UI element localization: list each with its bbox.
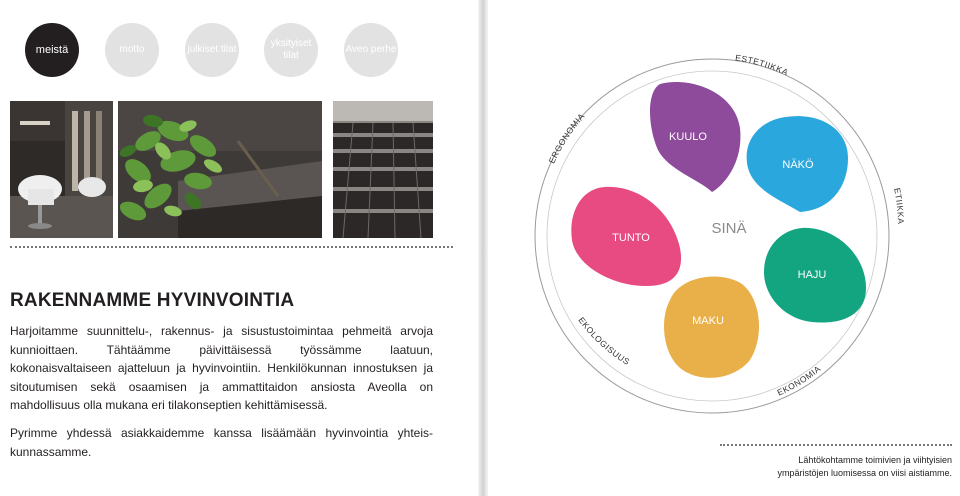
- sense-label-tunto: TUNTO: [612, 232, 650, 244]
- tab-label: yksityiset tilat: [270, 38, 312, 61]
- sense-label-haju: HAJU: [797, 269, 827, 281]
- left-page: [0, 0, 478, 496]
- ring-label-etiikka: ETIIKKA: [892, 186, 906, 225]
- page-title: RAKENNAMME HYVINVOINTIA: [10, 290, 295, 311]
- senses-diagram: [488, 0, 960, 496]
- salon-interior-photo: [10, 101, 113, 238]
- body-paragraph-1: Harjoitamme suunnittelu-, rakennus- ja sisustustoimintaa pehmeitä arvoja kunnioittaen. Tähtäämme päivittäisessä työssämme laatuun, kokonaisvaltaiseen ajatteluun ja hyvinvointiin. Henkilökunnan innostuksen ja sitoutumisen sekä osaamisen ja ammattitaidon ansiosta Aveolla on mahdollisuus olla mukana eri tilakonseptien kehittämisessä.: [10, 324, 433, 412]
- tab-yksityiset-tilat[interactable]: [264, 23, 318, 77]
- ring-label-ekologisuus: EKOLOGISUUS: [576, 315, 632, 368]
- tab-label: julkiset tilat: [187, 44, 237, 55]
- blob-maku: [664, 277, 759, 378]
- center-label-sina: SINÄ: [711, 220, 747, 237]
- ring-label-ekonomia: EKONOMIA: [775, 363, 823, 398]
- sauna-vihta-photo: [118, 101, 322, 238]
- body-paragraph-2: Pyrimme yhdessä asiakkaidemme kanssa lisäämään hyvinvointia yhteis-kunnassamme.: [10, 426, 433, 459]
- sense-label-maku: MAKU: [692, 315, 724, 327]
- tab-meista[interactable]: [25, 23, 79, 77]
- ring-label-estetiikka: ESTETIIKKA: [734, 52, 790, 78]
- tab-label: motto: [119, 44, 145, 55]
- caption-divider: [720, 444, 952, 446]
- tab-label: Aveo perhe: [345, 44, 397, 55]
- tab-label: meistä: [35, 44, 69, 56]
- right-page: [488, 0, 960, 496]
- sense-label-kuulo: KUULO: [669, 131, 707, 143]
- sense-label-nako: NÄKÖ: [782, 159, 814, 171]
- ring-label-ergonomia: ERGONOMIA: [546, 110, 587, 166]
- tab-julkiset-tilat[interactable]: [185, 23, 239, 77]
- divider: [10, 246, 453, 248]
- auditorium-seats-photo: [333, 101, 433, 238]
- book-spine: [478, 0, 488, 496]
- tab-aveo-perhe[interactable]: [344, 23, 398, 77]
- tab-motto[interactable]: [105, 23, 159, 77]
- diagram-caption: Lähtökohtamme toimivien ja viihtyisien ympäristöjen luomisessa on viisi aistiamme.: [777, 455, 952, 478]
